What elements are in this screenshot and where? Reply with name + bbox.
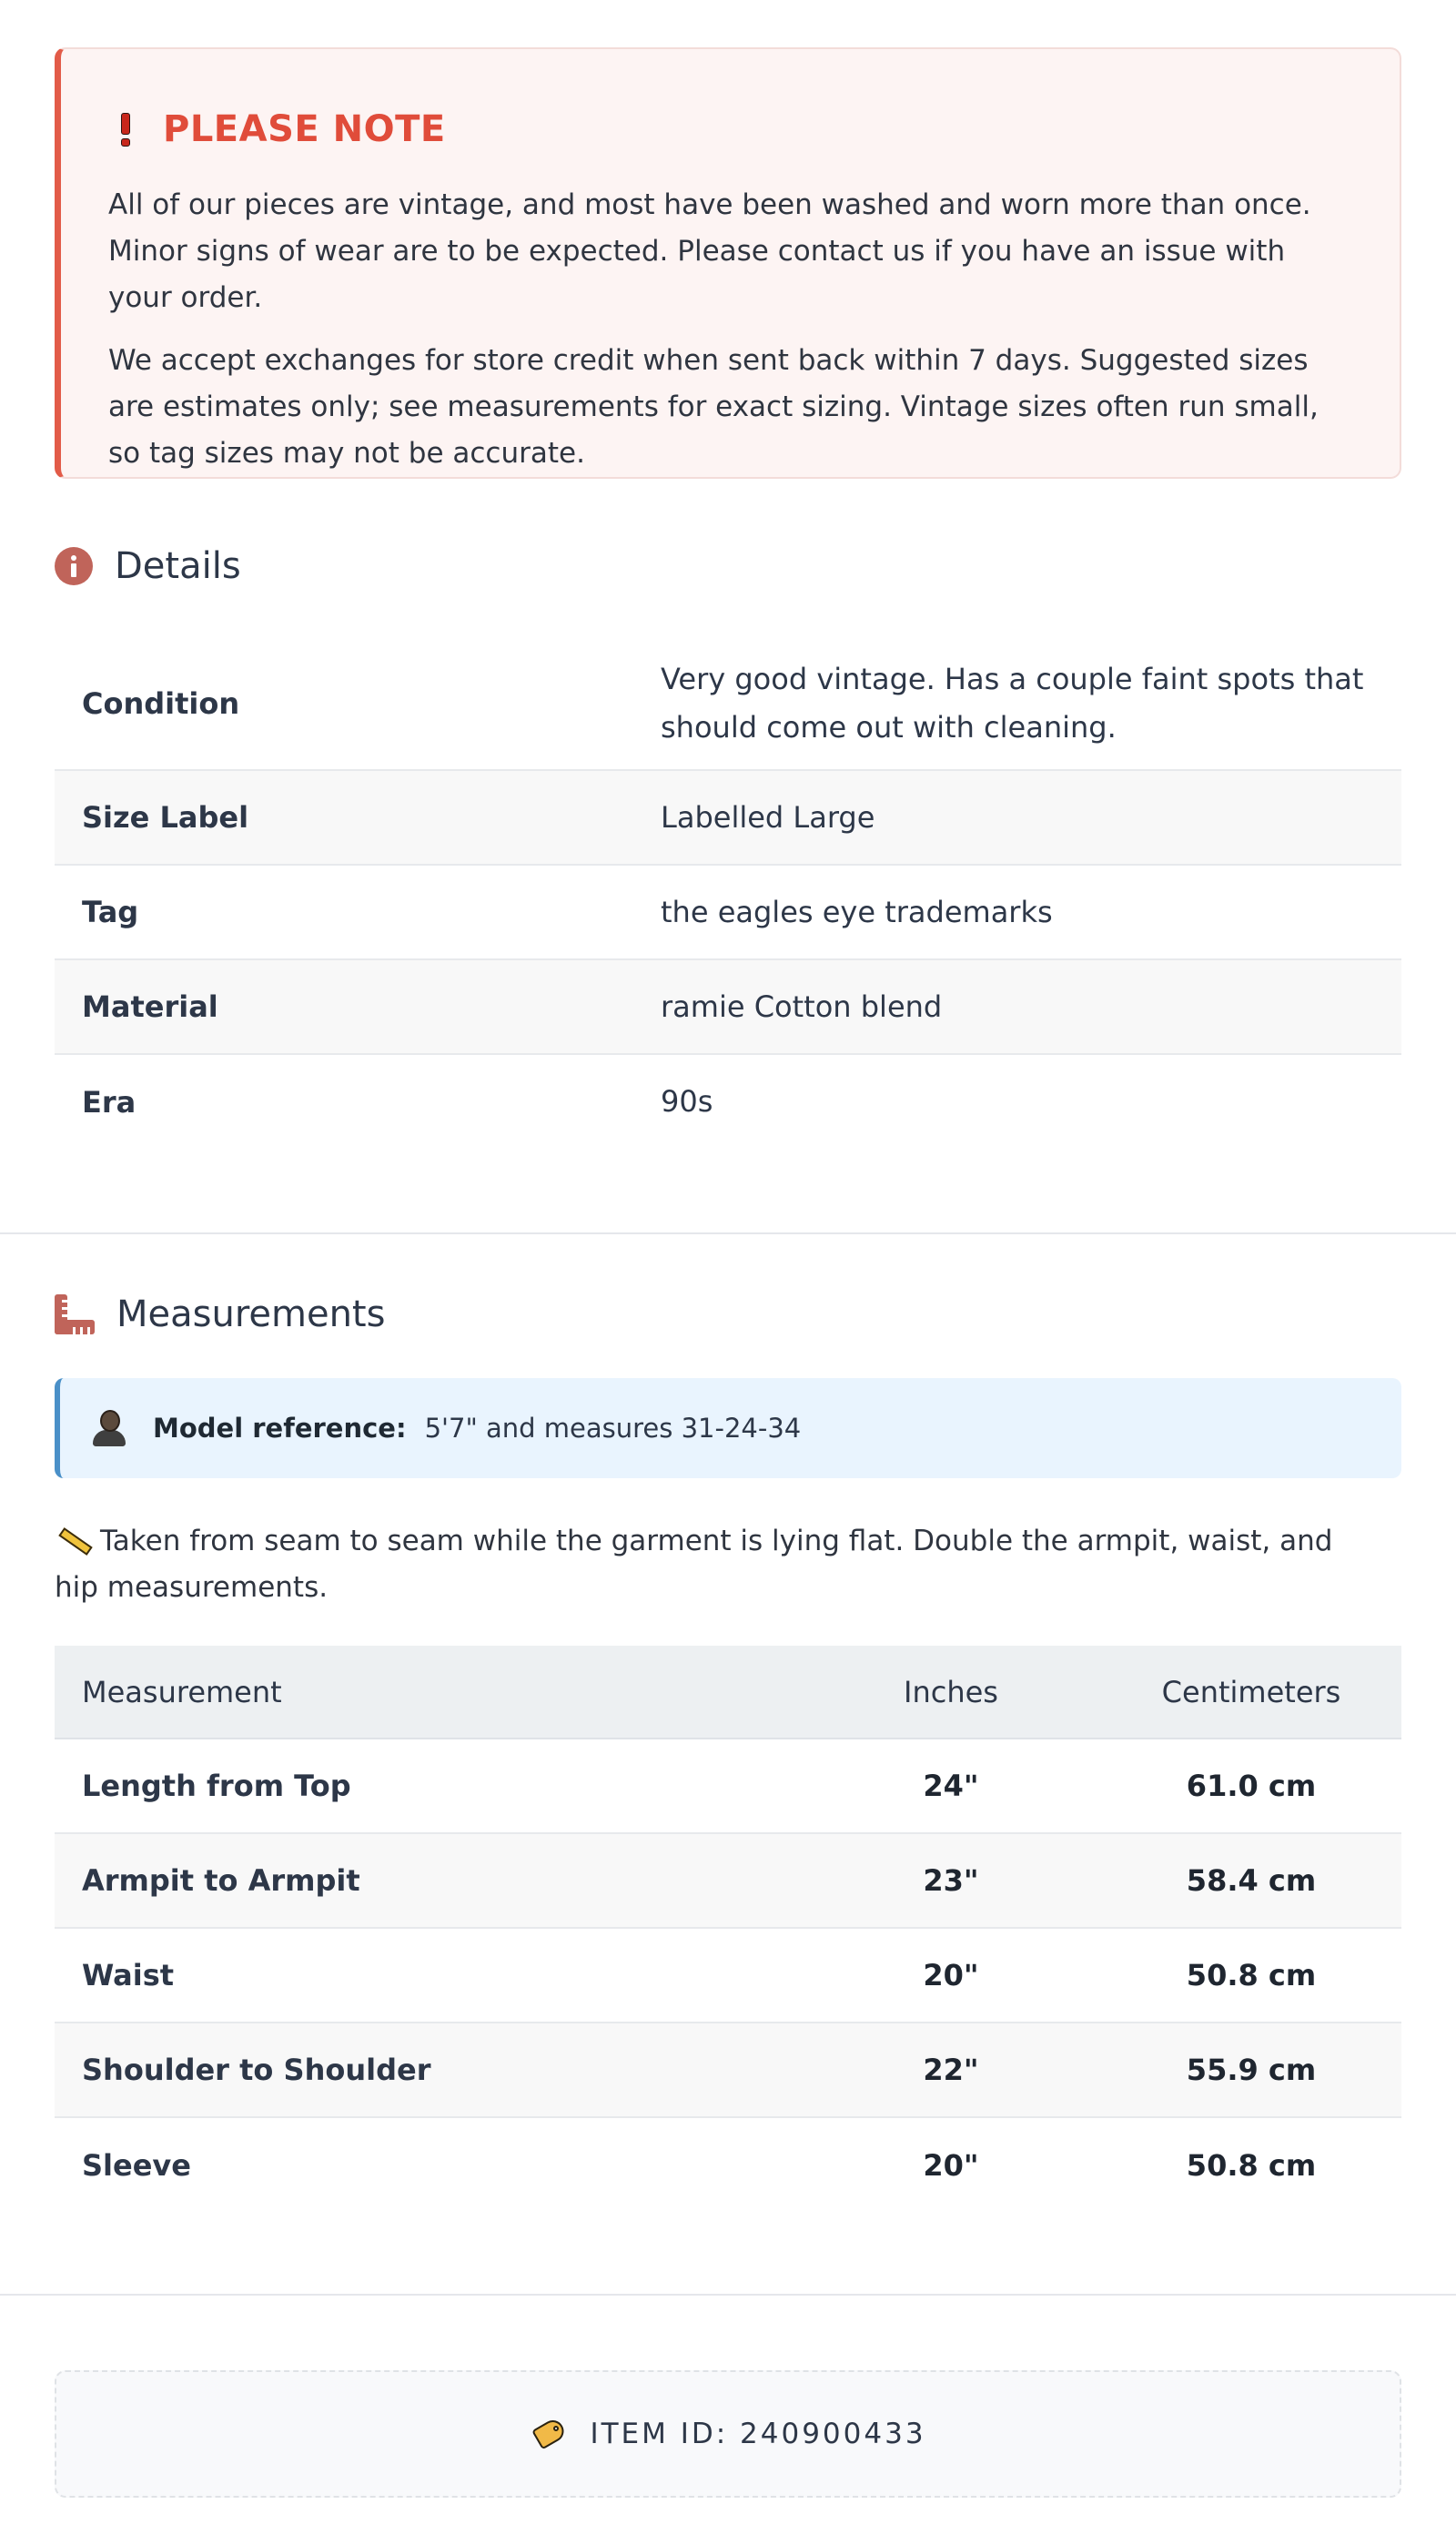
item-id-text: ITEM ID: 240900433: [590, 2418, 926, 2450]
details-label: Condition: [82, 685, 240, 721]
measurement-cm: 58.4 cm: [1101, 1833, 1401, 1928]
measurement-note: [55, 1518, 1365, 1611]
measurement-inches: 24": [801, 1739, 1101, 1833]
details-table: [55, 637, 1401, 1149]
measurement-inches: 22": [801, 2023, 1101, 2117]
measurement-name: Waist: [55, 1928, 801, 2023]
details-header: [55, 539, 241, 593]
measurement-cm: 61.0 cm: [1101, 1739, 1401, 1833]
measurement-name: Length from Top: [55, 1739, 801, 1833]
details-value: the eagles eye trademarks: [661, 894, 1053, 929]
header-inches: Inches: [801, 1646, 1101, 1739]
pencil-icon: [55, 1527, 91, 1553]
measurement-inches: 20": [923, 2147, 979, 2183]
ruler-icon: [55, 1294, 95, 1334]
details-value: 90s: [661, 1084, 713, 1119]
notice-header: [108, 104, 1352, 155]
measurement-inches: 23": [801, 1833, 1101, 1928]
details-title: Details: [115, 545, 241, 587]
measurement-inches: 20": [801, 1928, 1101, 2023]
details-label: Tag: [82, 895, 139, 929]
person-icon: [93, 1410, 126, 1446]
details-row-era: [55, 1054, 1401, 1149]
measurement-cm: 50.8 cm: [1101, 1928, 1401, 2023]
measurements-header: [55, 1287, 385, 1342]
measurements-header-row: [55, 1646, 1401, 1739]
details-row-tag: [55, 865, 1401, 959]
item-id-box: [55, 2370, 1401, 2498]
please-note-box: [55, 47, 1401, 479]
section-divider: [0, 1232, 1456, 1234]
model-reference-value: 5'7" and measures 31-24-34: [424, 1413, 802, 1444]
header-centimeters: Centimeters: [1101, 1646, 1401, 1739]
notice-paragraph-1: All of our pieces are vintage, and most have been washed and worn more than once. Minor signs of wear are to be expected. Please contact us if you have an issue with your order.: [108, 188, 1311, 314]
model-reference-label: Model reference:: [153, 1413, 407, 1444]
header-measurement: Measurement: [55, 1646, 801, 1739]
section-divider: [0, 2294, 1456, 2296]
measurement-name: Shoulder to Shoulder: [55, 2023, 801, 2117]
measurement-note-text: Taken from seam to seam while the garment is lying flat. Double the armpit, waist, and hip measurements.: [55, 1525, 1333, 1604]
details-value: Labelled Large: [661, 799, 875, 835]
details-label: Era: [82, 1084, 136, 1120]
tag-icon: [530, 2417, 568, 2451]
exclamation-icon: [121, 113, 130, 146]
info-icon: [55, 547, 93, 585]
table-row: [55, 2117, 1401, 2212]
details-row-size-label: [55, 770, 1401, 865]
details-value: Very good vintage. Has a couple faint spots that should come out with cleaning.: [661, 661, 1364, 745]
table-row: [55, 1739, 1401, 1833]
measurement-name: Armpit to Armpit: [55, 1833, 801, 1928]
measurement-cm: 50.8 cm: [1186, 2147, 1317, 2183]
model-reference-box: [55, 1378, 1401, 1478]
table-row: [55, 1928, 1401, 2023]
details-label: Material: [82, 989, 218, 1024]
table-row: [55, 1833, 1401, 1928]
notice-title: PLEASE NOTE: [163, 108, 446, 150]
details-row-condition: [55, 637, 1401, 770]
measurements-title: Measurements: [116, 1293, 386, 1335]
measurement-cm: 55.9 cm: [1101, 2023, 1401, 2117]
details-row-material: [55, 959, 1401, 1054]
notice-paragraph-2: We accept exchanges for store credit when sent back within 7 days. Suggested sizes are estimates only; see measurements for exact sizing. Vintage sizes often run small, so tag sizes may not be accurate.: [108, 344, 1319, 470]
details-label: Size Label: [82, 800, 249, 835]
measurements-table: [55, 1646, 1401, 2212]
measurement-name: Sleeve: [82, 2147, 191, 2183]
details-value: ramie Cotton blend: [661, 989, 943, 1024]
table-row: [55, 2023, 1401, 2117]
